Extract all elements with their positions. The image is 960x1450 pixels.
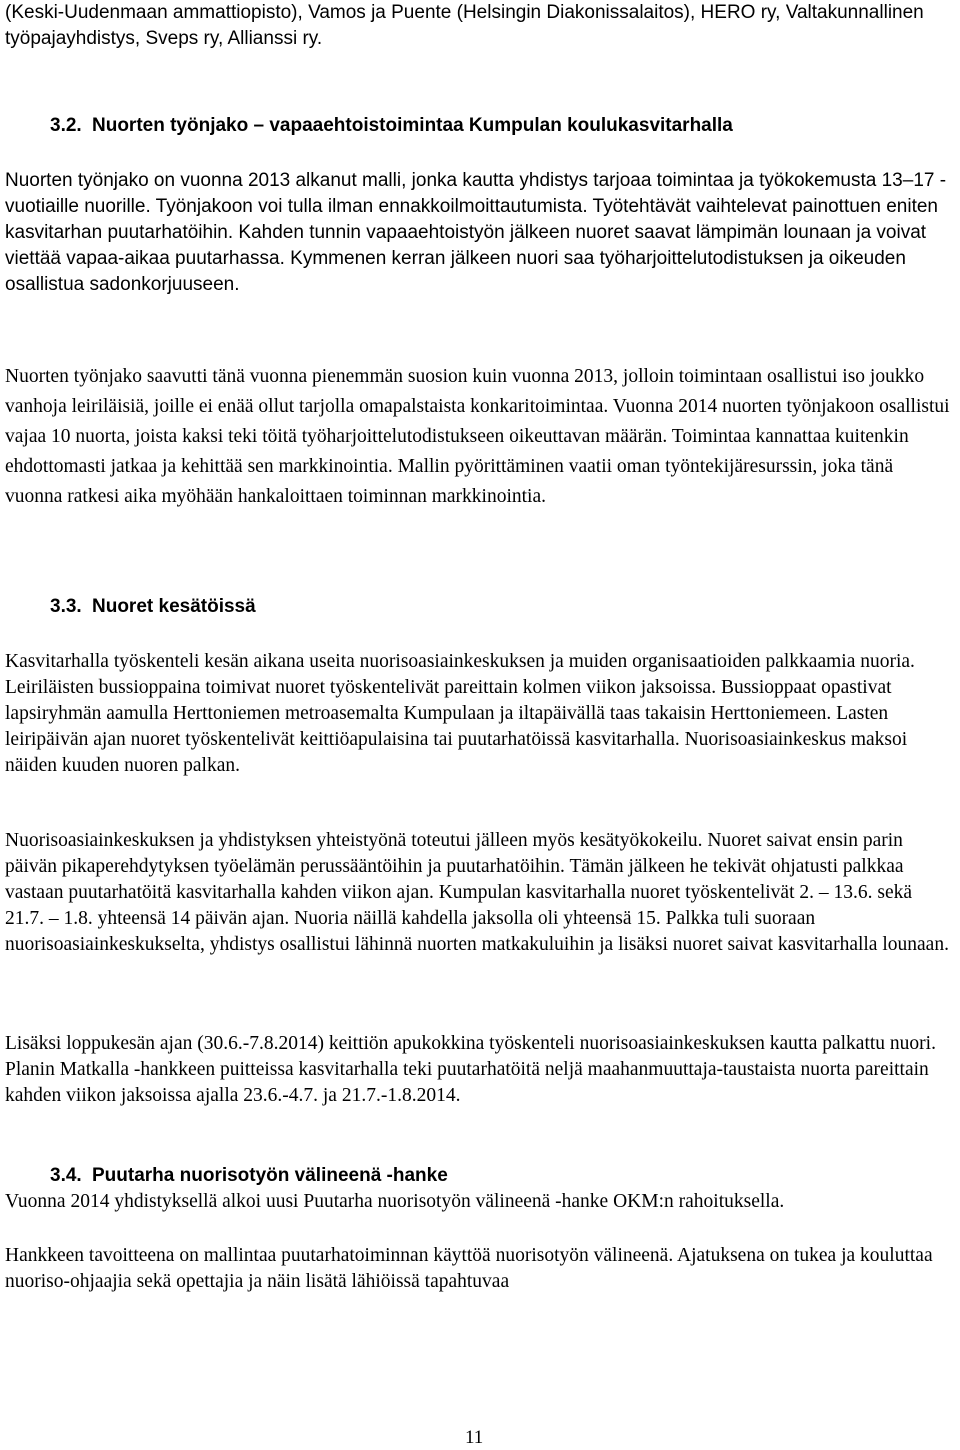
section-3-4-number: 3.4. bbox=[50, 1165, 82, 1186]
document-page bbox=[5, 0, 955, 1450]
section-3-4-title: Puutarha nuorisotyön välineenä -hanke bbox=[92, 1165, 448, 1186]
section-3-3-paragraph-1: Kasvitarhalla työskenteli kesän aikana useita nuorisoasiainkeskuksen ja muiden organisaatioiden palkkaamia nuoria. Leiriläisten bussioppaina toimivat nuoret työskentelivät pareittain kolmen viikon jaksoissa. Bussioppaat opastivat lapsiryhmän aamulla Herttoniemen metroasemalta Kumpulaan ja iltapäivällä taas takaisin Herttoniemeen. Lasten leiripäivän ajan nuoret työskentelivät keittiöapulaisina tai puutarhatöissä kasvitarhalla. Nuorisoasiainkeskus maksoi näiden kuuden nuoren palkan. bbox=[5, 651, 915, 776]
section-3-2-number: 3.2. bbox=[50, 115, 82, 136]
section-3-3-paragraph-2: Nuorisoasiainkeskuksen ja yhdistyksen yhteistyönä toteutui jälleen myös kesätyökokeilu. Nuoret saivat ensin parin päivän pikaperehdytyksen työelämän perussääntöihin ja puutarhatöihin. Tämän jälkeen he tekivät ohjatusti palkkaa vastaan puutarhatöitä kasvitarhalla kahden viikon ajan. Kumpulan kasvitarhalla nuoret työskentelivät 2. – 13.6. sekä 21.7. – 1.8. yhteensä 14 päivän ajan. Nuoria näillä kahdella jaksolla oli yhteensä 15. Palkka tuli suoraan nuorisoasiainkeskukselta, yhdistys osallistui lähinnä nuorten matkakuluihin ja lisäksi nuoret saivat kasvitarhalla lounaan. bbox=[5, 830, 949, 955]
section-3-2-paragraph-1: Nuorten työnjako on vuonna 2013 alkanut malli, jonka kautta yhdistys tarjoaa toimintaa ja työkokemusta 13–17 -vuotiaille nuorille. Työnjakoon voi tulla ilman ennakkoilmoittautumista. Työtehtävät vaihtelevat painottuen eniten kasvitarhan puutarhatöihin. Kahden tunnin vapaaehtoistyön jälkeen nuoret saavat lämpimän lounaan ja voivat viettää vapaa-aikaa puutarhassa. Kymmenen kerran jälkeen nuori saa työharjoittelutodistuksen ja oikeuden osallistua sadonkorjuuseen. bbox=[5, 170, 947, 295]
page-number: 11 bbox=[465, 1427, 484, 1448]
section-3-3-title: Nuoret kesätöissä bbox=[92, 596, 256, 617]
intro-paragraph: (Keski-Uudenmaan ammattiopisto), Vamos ja Puente (Helsingin Diakonissalaitos), HERO ry, Valtakunnallinen työpajayhdistys, Sveps ry, Allianssi ry. bbox=[5, 2, 924, 49]
section-3-2-title: Nuorten työnjako – vapaaehtoistoimintaa Kumpulan koulukasvitarhalla bbox=[92, 115, 733, 136]
section-3-3-paragraph-3: Lisäksi loppukesän ajan (30.6.-7.8.2014) keittiön apukokkina työskenteli nuorisoasiainkeskuksen kautta palkattu nuori. Planin Matkalla -hankkeen puitteissa kasvitarhalla teki puutarhatöitä neljä maahanmuuttaja-taustaista nuorta pareittain kahden viikon jaksoissa ajalla 23.6.-4.7. ja 21.7.-1.8.2014. bbox=[5, 1033, 936, 1106]
section-3-2-paragraph-2: Nuorten työnjako saavutti tänä vuonna pienemmän suosion kuin vuonna 2013, jolloin toimintaan osallistui iso joukko vanhoja leiriläisiä, joille ei enää ollut tarjolla omapalstaista konkaritoimintaa. Vuonna 2014 nuorten työnjakoon osallistui vajaa 10 nuorta, joista kaksi teki töitä työharjoittelutodistukseen oikeuttavan määrän. Toimintaa kannattaa kuitenkin ehdottomasti jatkaa ja kehittää sen markkinointia. Mallin pyörittäminen vaatii oman työntekijäresurssin, joka tänä vuonna ratkesi aika myöhään hankaloittaen toiminnan markkinointia. bbox=[5, 366, 950, 507]
section-3-4-paragraph-1: Vuonna 2014 yhdistyksellä alkoi uusi Puutarha nuorisotyön välineenä -hanke OKM:n rahoituksella. bbox=[5, 1191, 785, 1212]
section-3-4-paragraph-2: Hankkeen tavoitteena on mallintaa puutarhatoiminnan käyttöä nuorisotyön välineenä. Ajatuksena on tukea ja kouluttaa nuoriso-ohjaajia sekä opettajia ja näin lisätä lähiöissä tapahtuvaa bbox=[5, 1245, 933, 1292]
section-3-3-number: 3.3. bbox=[50, 596, 82, 617]
